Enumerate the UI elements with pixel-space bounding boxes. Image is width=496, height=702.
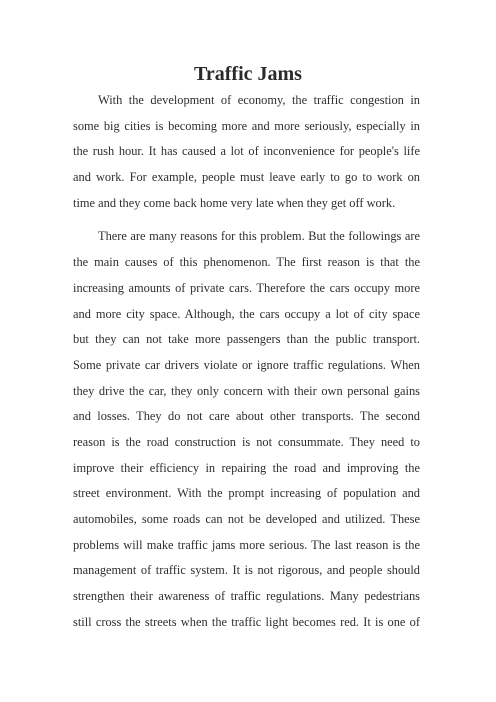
text-line: they drive the car, they only concern with their own personal gains	[73, 383, 420, 398]
text-line: problems will make traffic jams more serious. The last reason is the	[73, 537, 420, 552]
text-line: and more city space. Although, the cars occupy a lot of city space	[73, 306, 420, 321]
text-line: Some private car drivers violate or ignore traffic regulations. When	[73, 357, 420, 372]
document-title: Traffic Jams	[194, 63, 302, 85]
text-line: improve their efficiency in repairing the road and improving the	[73, 460, 420, 475]
text-line: There are many reasons for this problem. But the followings are	[98, 229, 420, 244]
text-line: and work. For example, people must leave early to go to work on	[73, 170, 420, 185]
text-line: still cross the streets when the traffic light becomes red. It is one of	[73, 614, 420, 629]
text-line: automobiles, some roads can not be developed and utilized. These	[73, 512, 420, 526]
text-line: the main causes of this phenomenon. The first reason is that the	[73, 255, 420, 270]
text-line: and losses. They do not care about other transports. The second	[73, 409, 420, 424]
text-line: reason is the road construction is not consummate. They need to	[73, 434, 420, 449]
text-line: time and they come back home very late when they get off work.	[73, 195, 396, 210]
text-line: but they can not take more passengers than the public transport.	[73, 332, 420, 347]
text-line: increasing amounts of private cars. Therefore the cars occupy more	[73, 280, 420, 295]
document-body	[73, 88, 420, 635]
paragraph-1	[73, 88, 420, 216]
text-line: the rush hour. It has caused a lot of inconvenience for people's life	[73, 144, 420, 159]
text-line: strengthen their awareness of traffic regulations. Many pedestrians	[73, 589, 420, 604]
text-line: some big cities is becoming more and more seriously, especially in	[73, 118, 420, 133]
text-line: management of traffic system. It is not rigorous, and people should	[73, 563, 420, 578]
paragraph-gap	[73, 216, 420, 224]
text-line: With the development of economy, the traffic congestion in	[98, 93, 420, 107]
paragraph-2	[73, 224, 420, 635]
text-line: street environment. With the prompt increasing of population and	[73, 486, 420, 501]
